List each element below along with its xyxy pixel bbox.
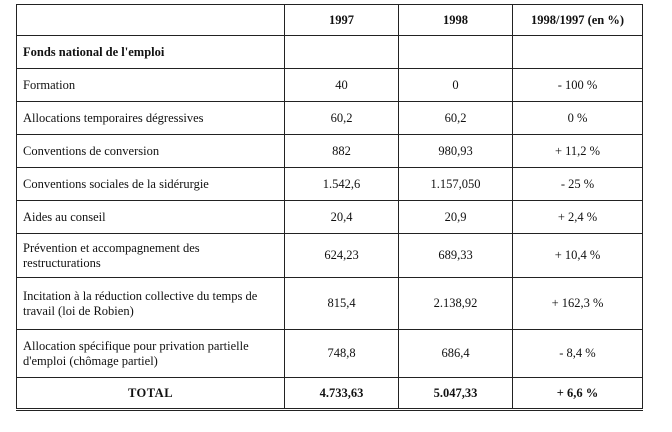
value-1997: 20,4 [285,201,399,234]
header-empty [17,5,285,36]
value-change: - 8,4 % [513,330,643,378]
value-1998: 686,4 [399,330,513,378]
total-1998: 5.047,33 [399,378,513,410]
table-row [17,330,643,378]
value-change: 0 % [513,102,643,135]
total-1997: 4.733,63 [285,378,399,410]
row-label: Allocation spécifique pour privation partielle d'emploi (chômage partiel) [17,330,285,378]
total-row [17,378,643,410]
table-row [17,102,643,135]
row-label: Allocations temporaires dégressives [17,102,285,135]
header-change: 1998/1997 (en %) [513,5,643,36]
header-row [17,5,643,36]
row-label: Conventions sociales de la sidérurgie [17,168,285,201]
value-change: + 162,3 % [513,278,643,330]
row-label: Formation [17,69,285,102]
value-change: + 10,4 % [513,234,643,278]
row-label: Incitation à la réduction collective du temps de travail (loi de Robien) [17,278,285,330]
section-title: Fonds national de l'emploi [17,36,285,69]
value-1997: 748,8 [285,330,399,378]
row-label: Conventions de conversion [17,135,285,168]
value-1997: 40 [285,69,399,102]
value-1997: 815,4 [285,278,399,330]
table-row [17,168,643,201]
value-change: - 25 % [513,168,643,201]
value-change: + 11,2 % [513,135,643,168]
value-1998: 689,33 [399,234,513,278]
total-label: TOTAL [17,378,285,410]
value-1997: 60,2 [285,102,399,135]
value-change: - 100 % [513,69,643,102]
section-empty-cell [399,36,513,69]
row-label: Aides au conseil [17,201,285,234]
header-1998: 1998 [399,5,513,36]
budget-table [16,4,643,411]
table-row [17,234,643,278]
table-row [17,278,643,330]
value-1998: 20,9 [399,201,513,234]
value-1998: 980,93 [399,135,513,168]
value-1997: 624,23 [285,234,399,278]
section-empty-cell [285,36,399,69]
total-change: + 6,6 % [513,378,643,410]
value-change: + 2,4 % [513,201,643,234]
table-row [17,69,643,102]
row-label: Prévention et accompagnement des restructurations [17,234,285,278]
table-row [17,201,643,234]
value-1998: 0 [399,69,513,102]
section-row [17,36,643,69]
value-1998: 60,2 [399,102,513,135]
value-1998: 1.157,050 [399,168,513,201]
header-1997: 1997 [285,5,399,36]
value-1997: 1.542,6 [285,168,399,201]
table-row [17,135,643,168]
value-1997: 882 [285,135,399,168]
value-1998: 2.138,92 [399,278,513,330]
section-empty-cell [513,36,643,69]
